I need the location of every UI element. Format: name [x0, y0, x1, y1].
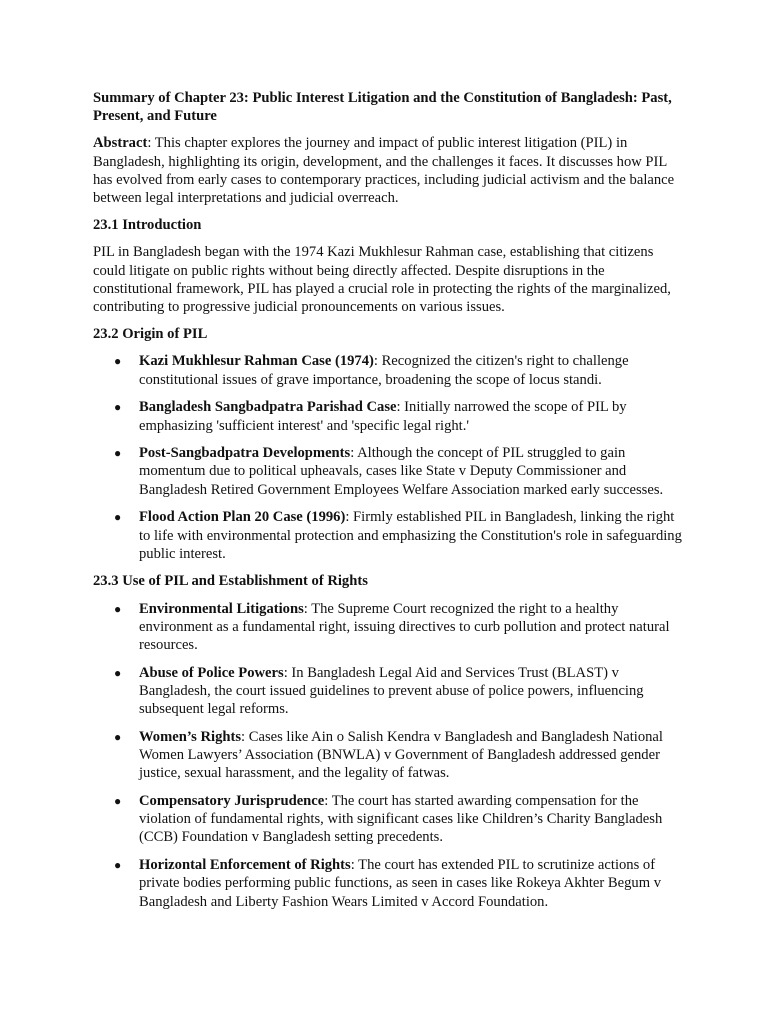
list-item-title: Post-Sangbadpatra Developments	[139, 445, 351, 462]
list-item-title: Flood Action Plan 20 Case (1996)	[139, 509, 346, 526]
list-item-text: : Recognized the citizen's right to challenge constitutional issues of grave importance, broadening the scope of locus standi.	[139, 353, 629, 388]
document-page	[93, 89, 683, 920]
list-item-title: Environmental Litigations	[139, 600, 304, 617]
bullet-icon: ●	[114, 794, 122, 808]
list-item	[93, 508, 683, 563]
list-item-text: : Firmly established PIL in Bangladesh, linking the right to life with environmental protection and emphasizing the Constitution's role in safeguarding public interest.	[139, 509, 682, 562]
list-item	[93, 444, 683, 499]
list-item-text: : The court has extended PIL to scrutinize actions of private bodies performing public functions, as seen in cases like Rokeya Akhter Begum v Bangladesh and Liberty Fashion Wears Limited v Accord Foundation.	[139, 857, 662, 910]
bullet-icon: ●	[114, 354, 122, 369]
abstract-paragraph	[93, 134, 683, 207]
list-item	[93, 352, 683, 388]
list-item	[93, 856, 683, 911]
list-item-title: Women’s Rights	[139, 728, 242, 745]
list-item-text: : Cases like Ain o Salish Kendra v Bangladesh and Bangladesh National Women Lawyers’ Association (BNWLA) v Government of Bangladesh addressed gender justice, sexual harassment, and the legality of fatwas.	[139, 728, 663, 782]
document-title: Summary of Chapter 23: Public Interest Litigation and the Constitution of Bangladesh: Past, Present, and Future	[93, 90, 672, 125]
list-item	[93, 398, 683, 434]
list-item-text: : In Bangladesh Legal Aid and Services Trust (BLAST) v Bangladesh, the court issued guidelines to prevent abuse of police powers, influencing subsequent legal reforms.	[139, 664, 644, 718]
abstract-text: : This chapter explores the journey and impact of public interest litigation (PIL) in Bangladesh, highlighting its origin, development, and the challenges it faces. It discusses how PIL has evolved from early cases to contemporary practices, including judicial activism and the balance between legal interpretations and judicial overreach.	[93, 135, 675, 207]
list-item-text: : The court has started awarding compensation for the violation of fundamental rights, with significant cases like Children’s Charity Bangladesh (CCB) Foundation v Bangladesh setting precedents.	[139, 793, 663, 846]
list-item	[93, 600, 683, 655]
list-item-text: : Although the concept of PIL struggled to gain momentum due to political upheavals, cases like State v Deputy Commissioner and Bangladesh Retired Government Employees Welfare Association marked early successes.	[139, 445, 664, 498]
rights-list	[93, 600, 683, 911]
origin-list	[93, 352, 683, 563]
bullet-icon: ●	[114, 665, 122, 680]
section-heading-origin: 23.2 Origin of PIL	[93, 326, 208, 343]
bullet-icon: ●	[114, 446, 122, 461]
list-item-title: Horizontal Enforcement of Rights	[139, 857, 351, 874]
bullet-icon: ●	[114, 729, 122, 744]
list-item-text: : Initially narrowed the scope of PIL by emphasizing 'sufficient interest' and 'specific legal right.'	[139, 399, 627, 434]
list-item-text: : The Supreme Court recognized the right to a healthy environment as a fundamental right, issuing directives to curb pollution and protect natural resources.	[139, 600, 670, 654]
list-item-title: Abuse of Police Powers	[139, 664, 284, 681]
bullet-icon: ●	[114, 601, 122, 616]
bullet-icon: ●	[114, 510, 122, 525]
bullet-icon: ●	[114, 858, 122, 873]
bullet-icon: ●	[114, 400, 122, 415]
list-item-title: Kazi Mukhlesur Rahman Case (1974)	[139, 353, 374, 370]
section-heading-introduction: 23.1 Introduction	[93, 217, 202, 234]
list-item-title: Compensatory Jurisprudence	[139, 793, 325, 809]
list-item	[93, 792, 683, 847]
list-item	[93, 728, 683, 783]
section-heading-rights: 23.3 Use of PIL and Establishment of Rights	[93, 573, 368, 590]
list-item	[93, 664, 683, 719]
list-item-title: Bangladesh Sangbadpatra Parishad Case	[139, 399, 397, 416]
abstract-label: Abstract	[93, 135, 148, 152]
introduction-paragraph: PIL in Bangladesh began with the 1974 Kazi Mukhlesur Rahman case, establishing that citizens could litigate on public rights without being directly affected. Despite disruptions in the constitutional framework, PIL has played a crucial role in protecting the rights of the marginalized, contributing to progressive judicial pronouncements on various issues.	[93, 244, 671, 316]
